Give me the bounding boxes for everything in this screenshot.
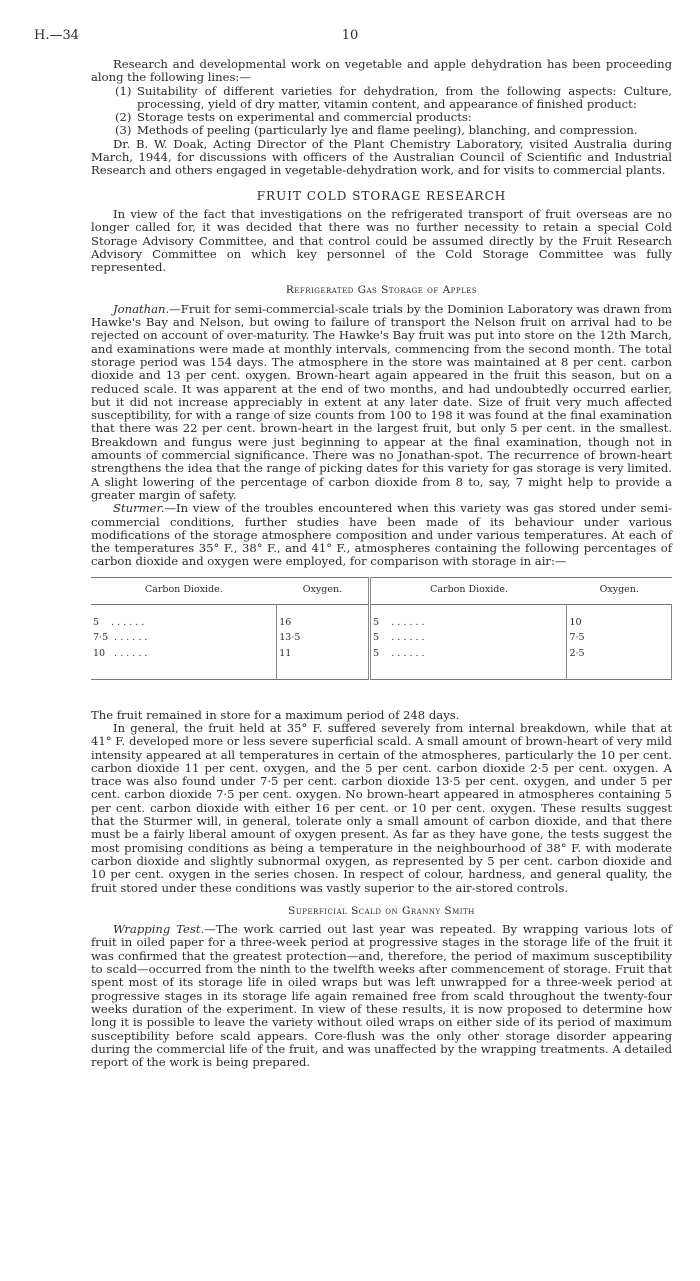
list-item-number: (2) [115,110,132,125]
dot-leader: . . . . . . [391,616,425,628]
cold-storage-paragraph: In view of the fact that investigations on the refrigerated transport of fruit overseas are no longer called for, it was decided that there was no further necessity to retain a special Cold Storage Advisory Committee, and that control could be assumed directly by the Fruit Research Advisory Committee on which key personnel of the Cold Storage Committee was fully represented. [91,206,672,275]
col-header-carbon-dioxide-2: Carbon Dioxide. [370,577,567,604]
storage-period-line: The fruit remained in store for a maximum period of 248 days. [91,707,460,722]
table-header-row [91,577,672,604]
list-item [115,111,672,124]
dot-leader: . . . . . . [391,647,425,659]
list-item-text: Storage tests on experimental and commercial products: [137,110,472,125]
jonathan-text: —Fruit for semi-commercial-scale trials by the Dominion Laboratory was drawn from Hawke's Bay and Nelson, but owing to failure of transport the Nelson fruit on arrival had to be rejected on account of over-maturity. The Hawke's Bay fruit was put into store on the 12th March, and examinations were made at monthly intervals, commencing from the second month. The total storage period was 154 days. The atmosphere in the store was maintained at 8 per cent. carbon dioxide and 13 per cent. oxygen. Brown-heart again appeared in the fruit this season, but on a reduced scale. It was apparent at the end of two months, and had undoubtedly occurred earlier, but it did not increase appreciably in extent at any later date. Size of fruit very much affected susceptibility, for with a range of size counts from 100 to 198 it was found at the final examination that there was 22 per cent. brown-heart in the largest fruit, but only 5 per cent. in the smallest. Breakdown and fungus were just beginning to appear at the final examination, though not in amounts of commercial significance. There was no Jonathan-spot. The recurrence of brown-heart strengthens the idea that the range of picking dates for this variety for gas storage is very limited. A slight lowering of the percentage of carbon dioxide from 8 to, say, 7 might help to provide a greater margin of safety. [91,301,672,502]
intro-paragraph: Research and developmental work on vegetable and apple dehydration has been proceeding along the following lines:— [91,57,672,85]
table-cell: 5 . . . . . . [370,630,567,645]
table-cell: 5 . . . . . . [93,616,145,628]
jonathan-paragraph [91,303,672,502]
section-heading-cold-storage: FRUIT COLD STORAGE RESEARCH [256,188,507,203]
section-heading-scald: Superficial Scald on Granny Smith [288,904,475,917]
jonathan-label: Jonathan. [113,301,170,316]
table-cell: 16 [277,615,370,630]
report-code: H.—34 [34,28,80,43]
page-header [30,28,670,48]
list-item [115,85,672,112]
list-item [115,124,672,137]
list-item-number: (3) [115,123,132,138]
table-cell: 5 . . . . . . [370,646,567,661]
table-cell: 13·5 [277,630,370,645]
table-cell: 11 [277,646,370,661]
table-row [91,615,672,630]
page-body [91,58,672,1069]
col-header-carbon-dioxide-1: Carbon Dioxide. [91,577,277,604]
dot-leader: . . . . . . [111,616,145,628]
table-cell: 10 [567,615,672,630]
dot-leader: . . . . . . [391,632,425,644]
gas-composition-table-wrap [91,577,672,699]
dehydration-list [115,85,672,138]
doak-paragraph: Dr. B. W. Doak, Acting Director of the Plant Chemistry Laboratory, visited Australia during March, 1944, for discussions with officers of the Australian Council of Scientific and Industrial Research and others engaged in vegetable-dehydration work, and for visits to commercial plants. [91,136,672,178]
table-cell: 7·5 . . . . . . [93,632,148,644]
table-row [91,630,672,645]
dot-leader: . . . . . . [114,647,148,659]
table-row [91,604,672,615]
list-item-number: (1) [115,83,132,98]
table-bottom-rule [91,661,672,680]
wrapping-test-label: Wrapping Test. [113,922,205,937]
sturmer-results-paragraph: In general, the fruit held at 35° F. suffered severely from internal breakdown, while that at 41° F. developed more or less severe superficial scald. A small amount of brown-heart of very mild intensity appeared at all temperatures in certain of the atmospheres, particularly the 10 per cent. carbon dioxide 11 per cent. oxygen, and the 5 per cent. carbon dioxide 2·5 per cent. oxygen. A trace was also found under 7·5 per cent. carbon dioxide 13·5 per cent. oxygen, and under 5 per cent. carbon dioxide 7·5 per cent. oxygen. No brown-heart appeared in atmospheres containing 5 per cent. carbon dioxide with either 16 per cent. or 10 per cent. oxygen. These results suggest that the Sturmer will, in general, tolerate only a small amount of carbon dioxide, and that there must be a fairly liberal amount of oxygen present. As far as they have gone, the tests suggest the most promising conditions as being a temperature in the neighbourhood of 38° F. with moderate carbon dioxide and slightly subnormal oxygen, as represented by 5 per cent. carbon dioxide and 10 per cent. oxygen in the series chosen. In respect of colour, hardness, and general quality, the fruit stored under these conditions was vastly superior to the air-stored controls. [91,720,672,895]
section-heading-gas-storage: Refrigerated Gas Storage of Apples [285,284,478,297]
table-cell: 2·5 [567,646,672,661]
page-number: 10 [341,28,359,43]
dot-leader: . . . . . . [114,632,148,644]
table-cell: 7·5 [567,630,672,645]
sturmer-paragraph [91,502,672,568]
table-cell: 5 . . . . . . [370,615,567,630]
sturmer-label: Sturmer. [113,501,165,516]
gas-composition-table [91,577,672,680]
wrapping-test-paragraph [91,923,672,1069]
col-header-oxygen-2: Oxygen. [567,577,672,604]
wrapping-test-text: —The work carried out last year was repeated. By wrapping various lots of fruit in oiled paper for a three-week period at progressive stages in the storage life of the fruit it was confirmed that the greatest protection—and, therefore, the period of maximum susceptibility to scald—occurred from the ninth to the twelfth weeks after commencement of storage. Fruit that spent most of its storage life in oiled wraps but was left unwrapped for a three-week period at progressive stages in its storage life again remained free from scald throughout the twenty-four weeks duration of the experiment. In view of these results, it is now proposed to determine how long it is possible to leave the variety without oiled wraps on either side of its period of maximum susceptibility before scald appears. Core-flush was the only other storage disorder appearing during the commercial life of the fruit, and was unaffected by the wrapping treatments. A detailed report of the work is being prepared. [91,922,672,1070]
sturmer-text: —In view of the troubles encountered when this variety was gas stored under semi-commercial conditions, further studies have been made of its behaviour under various modifications of the storage atmosphere composition and under various temperatures. At each of the temperatures 35° F., 38° F., and 41° F., atmospheres containing the following percentages of carbon dioxide and oxygen were employed, for comparison with storage in air:— [91,501,672,569]
col-header-oxygen-1: Oxygen. [277,577,370,604]
list-item-text: Suitability of different varieties for dehydration, from the following aspects: Culture, processing, yield of dry matter, vitamin content, and appearance of finished product: [137,83,672,111]
table-cell: 10 . . . . . . [93,647,148,659]
table-row [91,646,672,661]
list-item-text: Methods of peeling (particularly lye and flame peeling), blanching, and compression. [137,123,638,138]
